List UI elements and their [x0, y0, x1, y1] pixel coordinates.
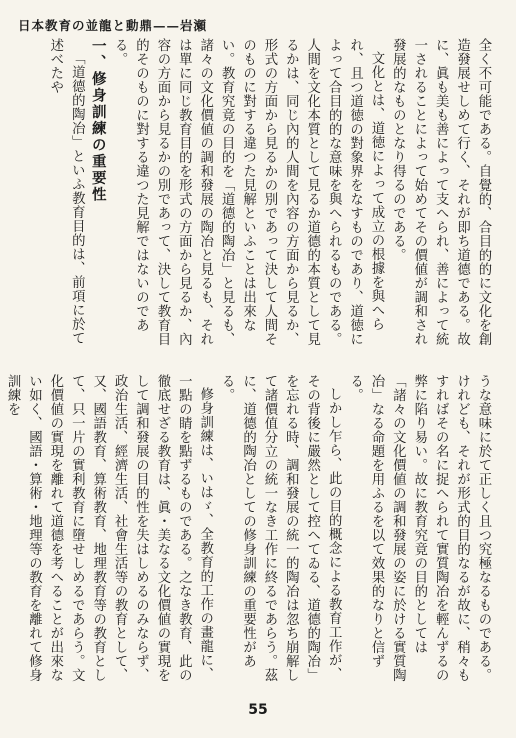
- page-number: 55: [248, 702, 268, 718]
- paragraph: 「道德的陶冶」といふ教育目的は、前項に於て述べたや: [47, 38, 85, 346]
- paragraph: しかし乍ら、此の目的概念による教育工作が、その背後に嚴然として控へてゐる、道德的陶冶」を忘れる時、調和發展の統一的陶冶は忽ち崩解して諸價值分立の統一なき工作に終るであらう。茲に、道德的陶冶としての修身訓練の重要性がある。: [219, 374, 342, 682]
- paragraph: 修身訓練は、いはゞ、全教育的工作の畫龍に、一點の睛を點ずるものである。之なき教育、此の徹底せざる教育は、眞・美なる文化價値の實現をして調和發展の目的性を失はしめるのみならず、政治生活、經濟生活、社會生活等の教育として、又、國語教育、算術教育、地理教育等の教育として、只一片の實利教育に墮せしめるであらう。文化價値の實現を離れて道德を考へることが出來ない如く、國語・算術・地理等の教育を離れて修身訓練を: [5, 374, 213, 682]
- paragraph: 文化とは、道徳によって成立の根據を與へられ、且つ道徳の對象界をなすものであり、道徳によって合目的的な意味を與へられるものである。人間を文化本質として見るか道德的本質として見るかは、同じ內的人間を內容の方面から見るか、形式の方面から見るかの別であって決して人間そのものに對する違つた見解といふことは出來ない。教育究竟の目的を「道德的陶冶」と見るも、諸々の文化價値の調和發展の陶冶と見るも、それは單に同じ教育目的を形式の方面から見るか、內容の方面から見るかの別であって、決して教育目的そのものに對する違つた見解ではないのである。: [112, 38, 384, 346]
- paragraph: うな意味に於て正しく且つ究極なるものである。けれども、それが形式的目的なるが故に、稍々もすればその名に捉へられて實質陶冶を輕んずるの弊に陷り易い。故に教育究竟の目的としては「諸々の文化價値の調和發展の姿に於ける實質陶冶」なる命題を用ふるを以て效果的なりと信ずる。: [347, 374, 491, 682]
- paragraph: 全く不可能である。自覺的、合目的的に文化を創造發展せしめて行く、それが即ち道德である。故に、眞も美も善によって支へられ、善によって統一されることによって始めてその價値が調和され發展的なものとなり得るのである。: [390, 38, 491, 346]
- section-heading: 一、修身訓練の重要性: [89, 38, 107, 203]
- text-block-lower: [5, 374, 494, 692]
- text-block-upper: [20, 38, 494, 354]
- running-head: 日本教育の並龍と動鼎——岩瀬: [18, 18, 208, 33]
